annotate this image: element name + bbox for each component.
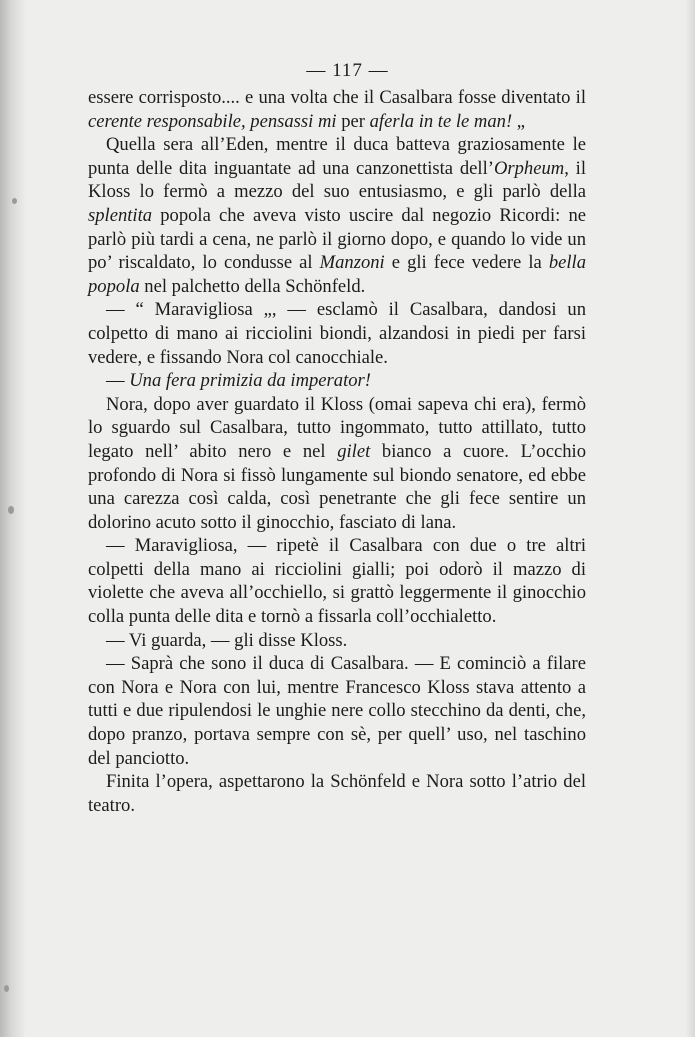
italic-phrase: Una fera primizia da imperator!	[129, 370, 371, 392]
text-run: —	[106, 370, 130, 392]
text-run: — Maravigliosa, — ripetè il Casalbara con due o tre altri colpetti della mano ai ricciolini gialli; poi odorò il mazzo di violette che aveva all’occhiello, si grattò leggermente il ginocchio colla punta delle dita e tornò a fissarla coll’occhialetto.	[88, 535, 586, 628]
text-run: — Saprà che sono il duca di Casalbara. — E cominciò a filare con Nora e Nora con lui, mentre Francesco Kloss stava attento a tutti e due ripulendosi le unghie nere collo stecchino da denti, che, dopo pranzo, portava sempre con sè, per quell’ uso, nel taschino del panciotto.	[88, 653, 586, 769]
italic-phrase: gilet	[337, 440, 371, 462]
body-text	[88, 86, 586, 817]
italic-phrase: cerente responsabile, pensassi mi	[88, 110, 337, 132]
text-run: nel palchetto della Schönfeld.	[139, 275, 366, 297]
paragraph	[88, 369, 586, 393]
text-run: „	[512, 110, 526, 132]
paragraph	[88, 629, 586, 653]
text-run: per	[336, 110, 370, 132]
paragraph	[88, 86, 586, 133]
text-run: — “ Maravigliosa „, — esclamò il Casalbara, dandosi un colpetto di mano ai ricciolini biondi, alzandosi in piedi per farsi vedere, e fissando Nora col canocchiale.	[88, 299, 586, 368]
italic-phrase: Manzoni	[319, 252, 385, 274]
text-run: essere corrisposto.... e una volta che il Casalbara fosse diventato il	[88, 87, 586, 108]
paragraph	[88, 652, 586, 770]
paragraph	[88, 770, 586, 817]
paragraph	[88, 534, 586, 628]
text-run: — Vi guarda, — gli disse Kloss.	[106, 629, 348, 651]
text-run: Quella sera all’Eden, mentre il duca batteva graziosamente le punta delle dita inguantate ad una canzonettista dell’	[88, 134, 586, 179]
text-run: popola che aveva visto uscire dal negozio Ricordi: ne parlò più tardi a cena, ne parlò il giorno dopo, e quando lo vide un po’ riscaldato, lo condusse al	[88, 204, 586, 274]
text-run: bianco a cuore. L’occhio profondo di Nora si fissò lungamente sul biondo senatore, ed ebbe una carezza così calda, così penetrante che gli fece sentire un dolorino acuto sotto il ginocchio, fasciato di lana.	[88, 440, 586, 533]
paper-speck	[8, 506, 14, 514]
paper-speck	[12, 198, 17, 204]
paper-speck	[4, 985, 9, 992]
paragraph	[88, 133, 586, 298]
page-edge-shadow	[685, 0, 695, 1037]
binding-gutter-shadow	[0, 0, 26, 1037]
text-run: Nora, dopo aver guardato il Kloss (omai sapeva chi era), fermò lo sguardo sul Casalbara, tutto ingommato, tutto attillato, tutto legato nell’ abito nero e nel	[88, 393, 586, 462]
paragraph	[88, 393, 586, 535]
italic-phrase: splentita	[88, 204, 153, 226]
text-run: e gli fece vedere la	[384, 252, 549, 274]
page-number: — 117 —	[306, 60, 389, 81]
text-run: Finita l’opera, aspettarono la Schönfeld e Nora sotto l’atrio del teatro.	[88, 771, 586, 816]
italic-phrase: bella popola	[88, 252, 587, 297]
text-run: , il Kloss lo fermò a mezzo del suo entusiasmo, e gli parlò della	[88, 157, 586, 203]
italic-phrase: Orpheum	[493, 157, 565, 179]
paragraph	[88, 298, 586, 369]
italic-phrase: aferla in te le man!	[369, 110, 513, 132]
